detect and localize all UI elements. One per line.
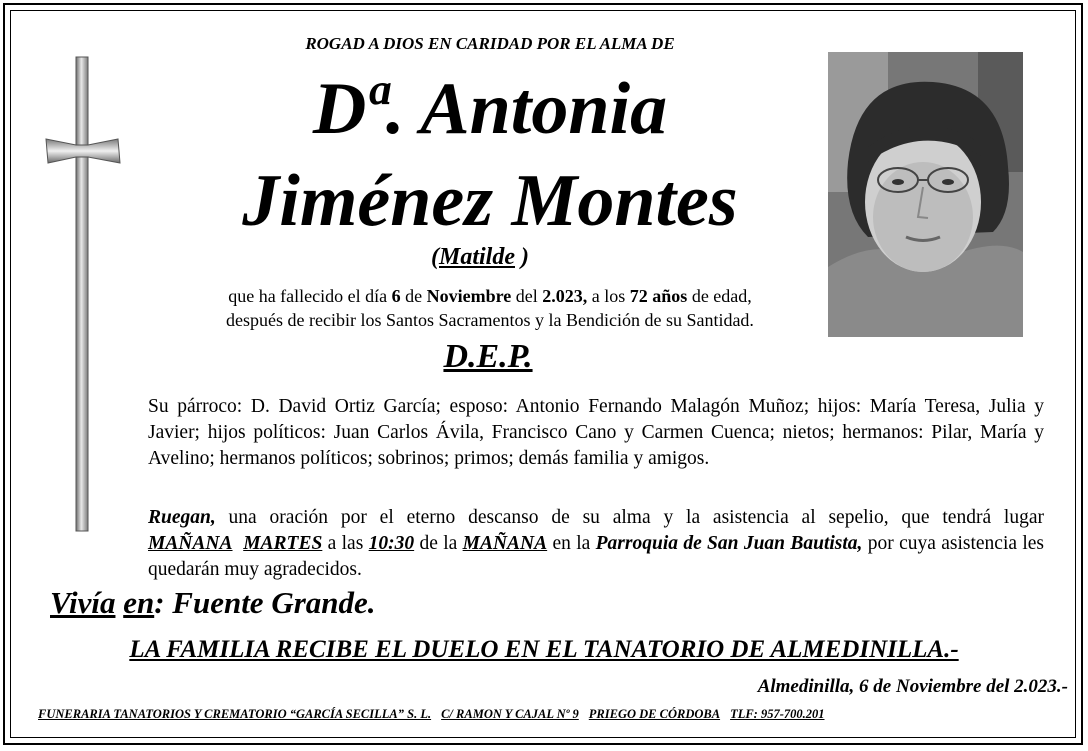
residence-line: Vivía en: Fuente Grande. <box>50 585 376 620</box>
nickname-text: Matilde <box>439 244 515 270</box>
portrait-photo <box>828 52 1023 337</box>
prayer-heading: ROGAD A DIOS EN CARIDAD POR EL ALMA DE <box>305 34 675 53</box>
deceased-name-line1: Dª. Antonia <box>312 68 668 150</box>
funeral-request: Ruegan, una oración por el eterno descanso de su alma y la asistencia al sepelio, que tendrá lugar MAÑANA MARTES a las 10:30 de la MAÑANA en la Parroquia de San Juan Bautista, por cuya asistencia les quedarán muy agradecidos. <box>148 507 1045 580</box>
deceased-name-line2: Jiménez Montes <box>242 160 738 242</box>
death-announcement: que ha fallecido el día 6 de Noviembre del 2.023, a los 72 años de edad, después de recibir los Santos Sacramentos y la Bendición de su Santidad. <box>226 286 754 330</box>
cross-icon <box>40 55 130 535</box>
funeral-home-footer: FUNERARIA TANATORIOS Y CREMATORIO “GARCÍA SECILLA” S. L. C/ RAMON Y CAJAL Nº 9 PRIEGO DE CÓRDOBA TLF: 957-700.201 <box>38 707 825 721</box>
dep-heading: D.E.P. <box>443 338 533 375</box>
condolence-notice: LA FAMILIA RECIBE EL DUELO EN EL TANATORIO DE ALMEDINILLA.- <box>129 636 959 663</box>
nickname: (Matilde ) <box>431 244 529 270</box>
family-list: Su párroco: D. David Ortiz García; esposo: Antonio Fernando Malagón Muñoz; hijos: María Teresa, Julia y Javier; hijos políticos: Juan Carlos Ávila, Francisco Cano y Carmen Cuenca; nietos; hermanos: Pilar, María y Avelino; hermanos políticos; sobrinos; primos; demás familia y amigos. <box>148 396 1044 469</box>
place-date: Almedinilla, 6 de Noviembre del 2.023.- <box>757 676 1068 697</box>
